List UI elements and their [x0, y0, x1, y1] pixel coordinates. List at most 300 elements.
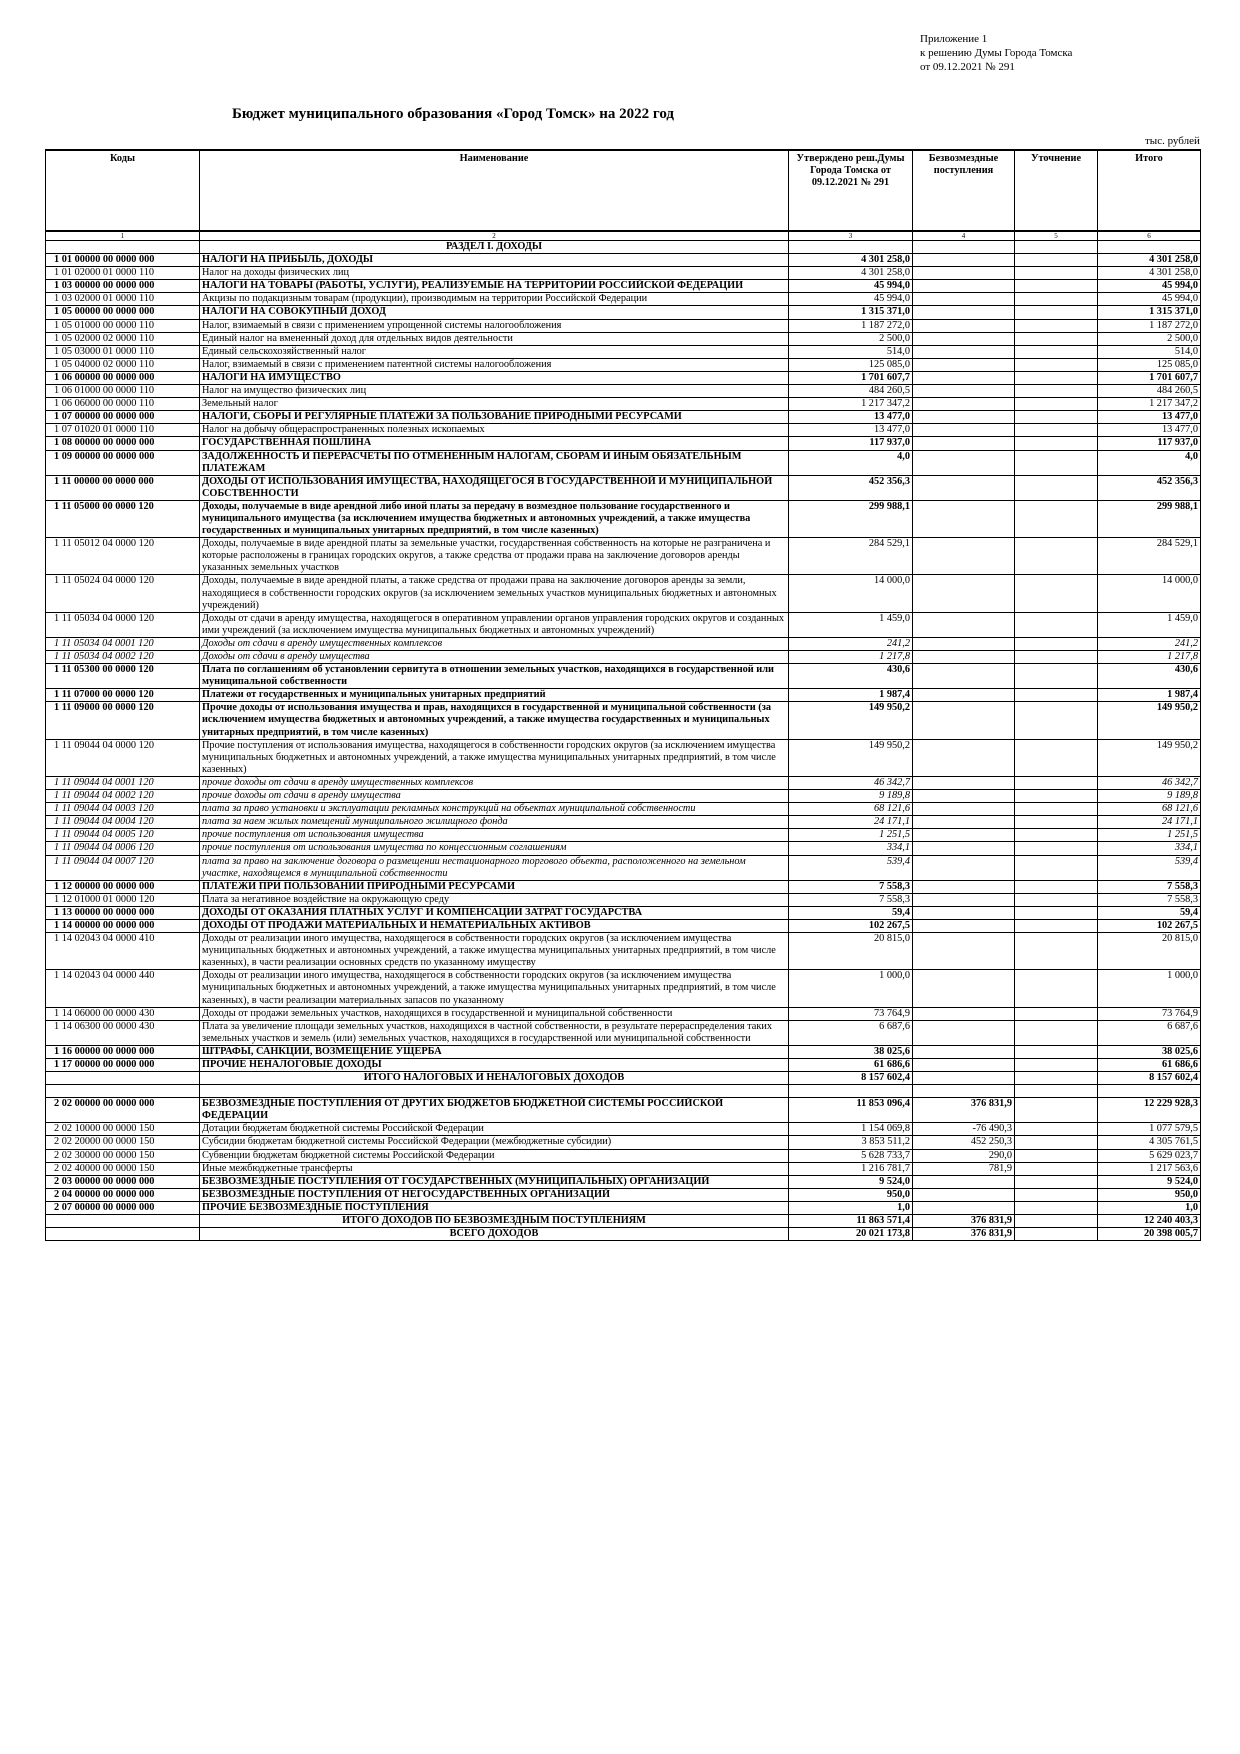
table-row: [46, 241, 1201, 254]
row-grants: [913, 816, 1015, 829]
row-total: 12 240 403,3: [1098, 1215, 1201, 1228]
column-header-grants: Безвозмездные поступления: [913, 150, 1015, 231]
row-change: [1015, 280, 1098, 293]
row-code: 1 12 00000 00 0000 000: [46, 880, 200, 893]
row-name: прочие доходы от сдачи в аренду имущества: [200, 790, 789, 803]
row-change: [1015, 319, 1098, 332]
table-row: [46, 293, 1201, 306]
row-code: 1 03 00000 00 0000 000: [46, 280, 200, 293]
row-code: 1 11 05034 04 0001 120: [46, 637, 200, 650]
row-code: 1 06 00000 00 0000 000: [46, 371, 200, 384]
row-change: [1015, 267, 1098, 280]
row-total: 46 342,7: [1098, 776, 1201, 789]
row-change: [1015, 1175, 1098, 1188]
table-row: [46, 1085, 1201, 1098]
row-code: 1 05 02000 02 0000 110: [46, 332, 200, 345]
appendix-line: от 09.12.2021 № 291: [920, 61, 1015, 73]
table-row: [46, 345, 1201, 358]
row-total: 284 529,1: [1098, 538, 1201, 575]
row-total: 1 987,4: [1098, 689, 1201, 702]
row-approved: 1 315 371,0: [789, 306, 913, 319]
row-total: 5 629 023,7: [1098, 1149, 1201, 1162]
row-grants: [913, 1175, 1015, 1188]
table-row: [46, 358, 1201, 371]
row-change: [1015, 1007, 1098, 1020]
row-total: 334,1: [1098, 842, 1201, 855]
table-row: [46, 475, 1201, 500]
row-change: [1015, 1228, 1098, 1241]
row-name: прочие поступления от использования имущества по концессионным соглашениям: [200, 842, 789, 855]
row-name: Плата за негативное воздействие на окружающую среду: [200, 893, 789, 906]
row-code: 1 01 02000 01 0000 110: [46, 267, 200, 280]
row-approved: 284 529,1: [789, 538, 913, 575]
row-change: [1015, 776, 1098, 789]
row-approved: 13 477,0: [789, 411, 913, 424]
row-approved: 7 558,3: [789, 880, 913, 893]
row-change: [1015, 855, 1098, 880]
row-total: 1,0: [1098, 1201, 1201, 1214]
row-grants: [913, 651, 1015, 664]
row-grants: [913, 612, 1015, 637]
row-total: 45 994,0: [1098, 293, 1201, 306]
row-name: ДОХОДЫ ОТ ПРОДАЖИ МАТЕРИАЛЬНЫХ И НЕМАТЕРИАЛЬНЫХ АКТИВОВ: [200, 919, 789, 932]
table-row: [46, 424, 1201, 437]
row-name: ПЛАТЕЖИ ПРИ ПОЛЬЗОВАНИИ ПРИРОДНЫМИ РЕСУРСАМИ: [200, 880, 789, 893]
row-name: Субвенции бюджетам бюджетной системы Российской Федерации: [200, 1149, 789, 1162]
row-change: [1015, 637, 1098, 650]
row-total: 68 121,6: [1098, 803, 1201, 816]
column-header-codes: Коды: [46, 150, 200, 231]
row-grants: [913, 500, 1015, 537]
row-code: 1 11 09044 04 0006 120: [46, 842, 200, 855]
row-grants: [913, 398, 1015, 411]
row-name: Доходы, получаемые в виде арендной либо иной платы за передачу в возмездное пользование государственного и муниципального имущества (за исключением имущества бюджетных и автономных учреждений, а также имущества государственных и муниципальных унитарных предприятий, в том числе казенных): [200, 500, 789, 537]
row-approved: 1 000,0: [789, 970, 913, 1007]
table-row: [46, 1072, 1201, 1085]
row-grants: [913, 1020, 1015, 1045]
row-name: Доходы от сдачи в аренду имущества: [200, 651, 789, 664]
row-name: Прочие доходы от использования имущества и прав, находящихся в государственной и муниципальной собственности (за исключением имущества бюджетных и автономных учреждений, а также имущества государственных и муниципальных унитарных предприятий, в том числе казенных): [200, 702, 789, 739]
units-label: тыс. рублей: [1145, 135, 1200, 147]
table-row: [46, 689, 1201, 702]
row-code: 1 05 04000 02 0000 110: [46, 358, 200, 371]
row-total: 1 217 347,2: [1098, 398, 1201, 411]
row-grants: [913, 855, 1015, 880]
row-grants: [913, 776, 1015, 789]
row-approved: 1 154 069,8: [789, 1123, 913, 1136]
budget-table: [45, 149, 1201, 1241]
row-code: 1 14 06000 00 0000 430: [46, 1007, 200, 1020]
row-approved: 2 500,0: [789, 332, 913, 345]
row-name: Доходы от сдачи в аренду имущественных комплексов: [200, 637, 789, 650]
table-row: [46, 450, 1201, 475]
row-grants: 290,0: [913, 1149, 1015, 1162]
row-change: [1015, 790, 1098, 803]
budget-table-body: [46, 241, 1201, 1241]
row-grants: [913, 702, 1015, 739]
row-name: Доходы от сдачи в аренду имущества, находящегося в оперативном управлении органов управления городских округов и созданных ими учреждений (за исключением имущества муниципальных бюджетных и автономных учреждений): [200, 612, 789, 637]
row-grants: 452 250,3: [913, 1136, 1015, 1149]
row-change: [1015, 1123, 1098, 1136]
row-name: Иные межбюджетные трансферты: [200, 1162, 789, 1175]
row-total: 45 994,0: [1098, 280, 1201, 293]
row-approved: 1,0: [789, 1201, 913, 1214]
row-grants: [913, 538, 1015, 575]
row-approved: 20 815,0: [789, 933, 913, 970]
document-title: Бюджет муниципального образования «Город Томск» на 2022 год: [232, 106, 674, 122]
row-approved: 6 687,6: [789, 1020, 913, 1045]
row-grants: [913, 280, 1015, 293]
row-grants: [913, 637, 1015, 650]
table-row: [46, 1201, 1201, 1214]
row-code: 1 07 00000 00 0000 000: [46, 411, 200, 424]
row-grants: [913, 970, 1015, 1007]
table-row: [46, 1136, 1201, 1149]
row-name: Субсидии бюджетам бюджетной системы Российской Федерации (межбюджетные субсидии): [200, 1136, 789, 1149]
table-row: [46, 437, 1201, 450]
row-total: 9 524,0: [1098, 1175, 1201, 1188]
row-approved: 430,6: [789, 664, 913, 689]
row-name: Доходы, получаемые в виде арендной платы, а также средства от продажи права на заключение договоров аренды за земли, находящиеся в собственности городских округов (за исключением земельных участков муниципальных бюджетных и автономных учреждений): [200, 575, 789, 612]
row-change: [1015, 241, 1098, 254]
row-approved: 73 764,9: [789, 1007, 913, 1020]
row-code: 1 12 01000 01 0000 120: [46, 893, 200, 906]
row-change: [1015, 803, 1098, 816]
row-change: [1015, 893, 1098, 906]
row-total: 7 558,3: [1098, 893, 1201, 906]
table-row: [46, 385, 1201, 398]
table-row: [46, 371, 1201, 384]
table-row: [46, 739, 1201, 776]
row-approved: 1 217 347,2: [789, 398, 913, 411]
row-total: 4 305 761,5: [1098, 1136, 1201, 1149]
row-grants: [913, 267, 1015, 280]
table-header-row: [46, 150, 1201, 231]
row-grants: [913, 1188, 1015, 1201]
row-total: 452 356,3: [1098, 475, 1201, 500]
table-row: [46, 893, 1201, 906]
row-total: 13 477,0: [1098, 424, 1201, 437]
row-name: плата за наем жилых помещений муниципального жилищного фонда: [200, 816, 789, 829]
row-name: НАЛОГИ НА ИМУЩЕСТВО: [200, 371, 789, 384]
row-code: 1 14 06300 00 0000 430: [46, 1020, 200, 1045]
table-row: [46, 1059, 1201, 1072]
row-change: [1015, 254, 1098, 267]
row-approved: 14 000,0: [789, 575, 913, 612]
row-approved: 3 853 511,2: [789, 1136, 913, 1149]
row-grants: [913, 241, 1015, 254]
row-name: Доходы от реализации иного имущества, находящегося в собственности городских округов (за исключением имущества муниципальных бюджетных и автономных учреждений, а также имущества муниципальных унитарных предприятий, в том числе казенных), в части реализации основных средств по указанному имуществу: [200, 933, 789, 970]
row-change: [1015, 1085, 1098, 1098]
row-total: 299 988,1: [1098, 500, 1201, 537]
row-name: плата за право на заключение договора о размещении нестационарного торгового объекта, расположенного на земельном участке, находящемся в муниципальной собственности: [200, 855, 789, 880]
row-grants: [913, 1201, 1015, 1214]
row-approved: [789, 1085, 913, 1098]
row-change: [1015, 1059, 1098, 1072]
row-name: БЕЗВОЗМЕЗДНЫЕ ПОСТУПЛЕНИЯ ОТ НЕГОСУДАРСТВЕННЫХ ОРГАНИЗАЦИЙ: [200, 1188, 789, 1201]
row-total: 514,0: [1098, 345, 1201, 358]
row-change: [1015, 702, 1098, 739]
row-code: 2 02 00000 00 0000 000: [46, 1098, 200, 1123]
table-row: [46, 776, 1201, 789]
row-name: Налог на имущество физических лиц: [200, 385, 789, 398]
row-approved: 1 187 272,0: [789, 319, 913, 332]
row-change: [1015, 575, 1098, 612]
row-approved: 13 477,0: [789, 424, 913, 437]
row-change: [1015, 345, 1098, 358]
row-grants: [913, 293, 1015, 306]
table-row: [46, 1188, 1201, 1201]
row-approved: 452 356,3: [789, 475, 913, 500]
table-row: [46, 637, 1201, 650]
table-row: [46, 575, 1201, 612]
row-name: прочие поступления от использования имущества: [200, 829, 789, 842]
row-grants: 781,9: [913, 1162, 1015, 1175]
row-change: [1015, 398, 1098, 411]
row-name: ВСЕГО ДОХОДОВ: [200, 1228, 789, 1241]
row-name: Налог на добычу общераспространенных полезных ископаемых: [200, 424, 789, 437]
table-row: [46, 306, 1201, 319]
appendix-note: [920, 32, 1072, 74]
row-name: Дотации бюджетам бюджетной системы Российской Федерации: [200, 1123, 789, 1136]
table-row: [46, 855, 1201, 880]
row-code: 1 11 09044 04 0002 120: [46, 790, 200, 803]
row-change: [1015, 1136, 1098, 1149]
row-code: 1 16 00000 00 0000 000: [46, 1045, 200, 1058]
row-approved: 45 994,0: [789, 280, 913, 293]
row-change: [1015, 306, 1098, 319]
row-total: 1 701 607,7: [1098, 371, 1201, 384]
row-code: 1 05 03000 01 0000 110: [46, 345, 200, 358]
row-code: 1 11 09044 04 0005 120: [46, 829, 200, 842]
row-code: 1 01 00000 00 0000 000: [46, 254, 200, 267]
row-approved: 46 342,7: [789, 776, 913, 789]
row-grants: [913, 450, 1015, 475]
row-total: 1 187 272,0: [1098, 319, 1201, 332]
row-approved: 38 025,6: [789, 1045, 913, 1058]
row-total: 117 937,0: [1098, 437, 1201, 450]
row-change: [1015, 1162, 1098, 1175]
row-total: 125 085,0: [1098, 358, 1201, 371]
table-row: [46, 970, 1201, 1007]
row-name: Налог, взимаемый в связи с применением упрощенной системы налогообложения: [200, 319, 789, 332]
table-row: [46, 842, 1201, 855]
row-grants: [913, 254, 1015, 267]
row-total: 59,4: [1098, 906, 1201, 919]
row-name: прочие доходы от сдачи в аренду имущественных комплексов: [200, 776, 789, 789]
row-code: 1 11 09044 04 0001 120: [46, 776, 200, 789]
column-number: 6: [1098, 231, 1201, 241]
row-approved: 7 558,3: [789, 893, 913, 906]
row-name: РАЗДЕЛ I. ДОХОДЫ: [200, 241, 789, 254]
row-total: 20 398 005,7: [1098, 1228, 1201, 1241]
row-code: [46, 241, 200, 254]
row-total: 38 025,6: [1098, 1045, 1201, 1058]
table-row: [46, 398, 1201, 411]
row-code: 1 11 09000 00 0000 120: [46, 702, 200, 739]
column-header-total: Итого: [1098, 150, 1201, 231]
row-total: 1 459,0: [1098, 612, 1201, 637]
row-change: [1015, 829, 1098, 842]
row-grants: [913, 319, 1015, 332]
row-code: 1 07 01020 01 0000 110: [46, 424, 200, 437]
row-grants: [913, 933, 1015, 970]
row-total: 241,2: [1098, 637, 1201, 650]
row-name: плата за право установки и эксплуатации рекламных конструкций на объектах муниципальной собственности: [200, 803, 789, 816]
row-approved: 68 121,6: [789, 803, 913, 816]
row-name: НАЛОГИ НА СОВОКУПНЫЙ ДОХОД: [200, 306, 789, 319]
row-total: [1098, 1085, 1201, 1098]
table-row: [46, 906, 1201, 919]
row-change: [1015, 906, 1098, 919]
row-approved: 59,4: [789, 906, 913, 919]
row-grants: [913, 1007, 1015, 1020]
row-code: 2 07 00000 00 0000 000: [46, 1201, 200, 1214]
row-name: Доходы от реализации иного имущества, находящегося в собственности городских округов (за исключением имущества муниципальных бюджетных и автономных учреждений, а также имущества муниципальных унитарных предприятий, в том числе казенных), в части реализации материальных запасов по указанному: [200, 970, 789, 1007]
row-approved: 1 459,0: [789, 612, 913, 637]
row-code: 1 14 02043 04 0000 410: [46, 933, 200, 970]
row-grants: [913, 332, 1015, 345]
row-approved: 4 301 258,0: [789, 267, 913, 280]
row-approved: [789, 241, 913, 254]
table-row: [46, 1149, 1201, 1162]
row-name: [200, 1085, 789, 1098]
row-name: ИТОГО ДОХОДОВ ПО БЕЗВОЗМЕЗДНЫМ ПОСТУПЛЕНИЯМ: [200, 1215, 789, 1228]
row-change: [1015, 411, 1098, 424]
row-grants: [913, 1072, 1015, 1085]
row-name: БЕЗВОЗМЕЗДНЫЕ ПОСТУПЛЕНИЯ ОТ ДРУГИХ БЮДЖЕТОВ БЮДЖЕТНОЙ СИСТЕМЫ РОССИЙСКОЙ ФЕДЕРАЦИИ: [200, 1098, 789, 1123]
appendix-line: Приложение 1: [920, 33, 988, 45]
row-total: 149 950,2: [1098, 739, 1201, 776]
row-name: Акцизы по подакцизным товарам (продукции), производимым на территории Российской Федерации: [200, 293, 789, 306]
row-change: [1015, 1098, 1098, 1123]
row-approved: 24 171,1: [789, 816, 913, 829]
row-name: ШТРАФЫ, САНКЦИИ, ВОЗМЕЩЕНИЕ УЩЕРБА: [200, 1045, 789, 1058]
row-grants: [913, 1045, 1015, 1058]
row-code: 2 04 00000 00 0000 000: [46, 1188, 200, 1201]
row-change: [1015, 1149, 1098, 1162]
row-total: 1 251,5: [1098, 829, 1201, 842]
row-grants: 376 831,9: [913, 1098, 1015, 1123]
row-approved: 8 157 602,4: [789, 1072, 913, 1085]
column-number-row: [46, 231, 1201, 241]
row-code: [46, 1072, 200, 1085]
row-grants: 376 831,9: [913, 1228, 1015, 1241]
table-row: [46, 1228, 1201, 1241]
column-header-change: Уточнение: [1015, 150, 1098, 231]
column-header-approved: Утверждено реш.Думы Города Томска от 09.12.2021 № 291: [789, 150, 913, 231]
row-total: 430,6: [1098, 664, 1201, 689]
column-number: 1: [46, 231, 200, 241]
row-code: 2 02 10000 00 0000 150: [46, 1123, 200, 1136]
row-change: [1015, 1072, 1098, 1085]
row-code: 1 14 02043 04 0000 440: [46, 970, 200, 1007]
column-number: 4: [913, 231, 1015, 241]
row-approved: 9 524,0: [789, 1175, 913, 1188]
row-total: 1 217 563,6: [1098, 1162, 1201, 1175]
row-code: 1 08 00000 00 0000 000: [46, 437, 200, 450]
row-code: 1 11 09044 04 0007 120: [46, 855, 200, 880]
table-row: [46, 267, 1201, 280]
row-name: НАЛОГИ НА ТОВАРЫ (РАБОТЫ, УСЛУГИ), РЕАЛИЗУЕМЫЕ НА ТЕРРИТОРИИ РОССИЙСКОЙ ФЕДЕРАЦИИ: [200, 280, 789, 293]
row-grants: [913, 306, 1015, 319]
row-approved: 102 267,5: [789, 919, 913, 932]
row-grants: [913, 358, 1015, 371]
row-change: [1015, 332, 1098, 345]
row-approved: 1 217,8: [789, 651, 913, 664]
row-grants: [913, 689, 1015, 702]
row-code: 1 11 05034 04 0002 120: [46, 651, 200, 664]
table-row: [46, 538, 1201, 575]
row-approved: 484 260,5: [789, 385, 913, 398]
row-code: 2 03 00000 00 0000 000: [46, 1175, 200, 1188]
row-change: [1015, 424, 1098, 437]
table-row: [46, 933, 1201, 970]
row-code: 1 06 01000 00 0000 110: [46, 385, 200, 398]
row-grants: [913, 829, 1015, 842]
row-approved: 4 301 258,0: [789, 254, 913, 267]
row-code: 1 11 05024 04 0000 120: [46, 575, 200, 612]
row-approved: 950,0: [789, 1188, 913, 1201]
row-code: 1 11 00000 00 0000 000: [46, 475, 200, 500]
row-grants: [913, 371, 1015, 384]
row-code: 1 11 05012 04 0000 120: [46, 538, 200, 575]
row-change: [1015, 475, 1098, 500]
row-grants: [913, 919, 1015, 932]
row-approved: 61 686,6: [789, 1059, 913, 1072]
row-grants: 376 831,9: [913, 1215, 1015, 1228]
row-name: ПРОЧИЕ БЕЗВОЗМЕЗДНЫЕ ПОСТУПЛЕНИЯ: [200, 1201, 789, 1214]
row-change: [1015, 358, 1098, 371]
row-total: 2 500,0: [1098, 332, 1201, 345]
row-change: [1015, 880, 1098, 893]
row-name: ПРОЧИЕ НЕНАЛОГОВЫЕ ДОХОДЫ: [200, 1059, 789, 1072]
row-grants: [913, 411, 1015, 424]
row-grants: [913, 575, 1015, 612]
row-change: [1015, 1215, 1098, 1228]
row-grants: [913, 790, 1015, 803]
row-name: Налог, взимаемый в связи с применением патентной системы налогообложения: [200, 358, 789, 371]
row-name: Земельный налог: [200, 398, 789, 411]
table-row: [46, 919, 1201, 932]
table-row: [46, 254, 1201, 267]
column-number: 2: [200, 231, 789, 241]
table-row: [46, 1020, 1201, 1045]
row-grants: [913, 345, 1015, 358]
row-grants: [913, 739, 1015, 776]
row-approved: 9 189,8: [789, 790, 913, 803]
row-approved: 117 937,0: [789, 437, 913, 450]
table-row: [46, 280, 1201, 293]
row-approved: 149 950,2: [789, 702, 913, 739]
row-grants: [913, 475, 1015, 500]
row-total: 1 315 371,0: [1098, 306, 1201, 319]
row-name: НАЛОГИ, СБОРЫ И РЕГУЛЯРНЫЕ ПЛАТЕЖИ ЗА ПОЛЬЗОВАНИЕ ПРИРОДНЫМИ РЕСУРСАМИ: [200, 411, 789, 424]
row-change: [1015, 970, 1098, 1007]
table-row: [46, 1175, 1201, 1188]
row-change: [1015, 500, 1098, 537]
row-code: 2 02 30000 00 0000 150: [46, 1149, 200, 1162]
row-code: 1 05 00000 00 0000 000: [46, 306, 200, 319]
table-row: [46, 411, 1201, 424]
table-row: [46, 702, 1201, 739]
row-grants: [913, 385, 1015, 398]
row-total: 13 477,0: [1098, 411, 1201, 424]
row-code: 1 13 00000 00 0000 000: [46, 906, 200, 919]
row-code: [46, 1215, 200, 1228]
row-change: [1015, 385, 1098, 398]
row-grants: [913, 1085, 1015, 1098]
